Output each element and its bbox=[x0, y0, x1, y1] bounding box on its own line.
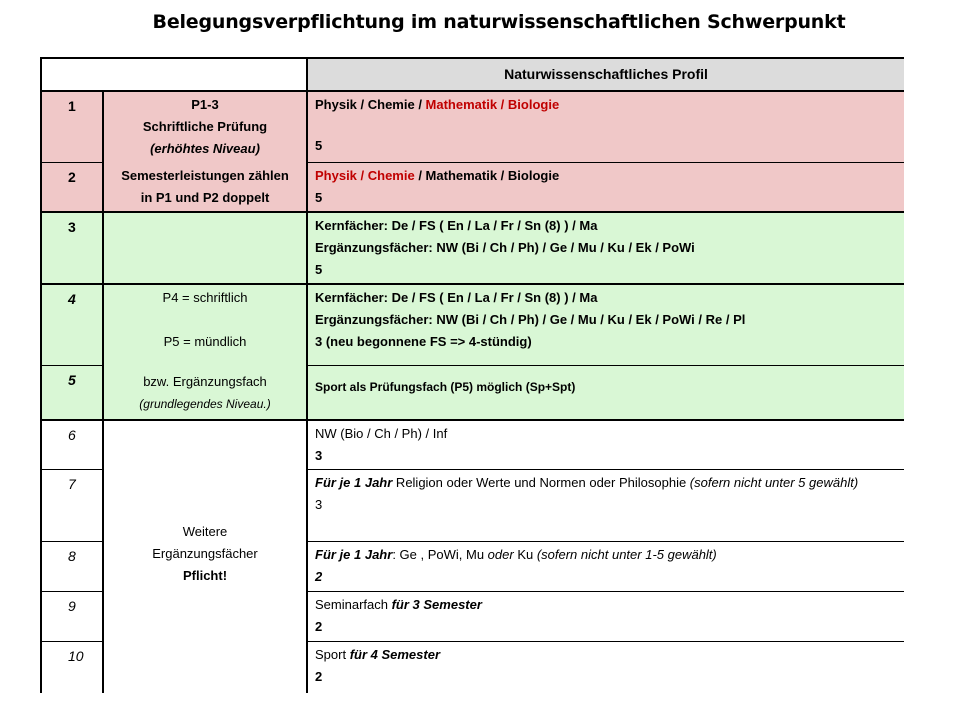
row8-hours: 2 bbox=[315, 569, 323, 584]
row610-desc-line3: Pflicht! bbox=[182, 568, 228, 583]
row-number-6: 6 bbox=[42, 421, 104, 470]
row8-note: (sofern nicht unter 1-5 gewählt) bbox=[536, 547, 717, 562]
page-title: Belegungsverpflichtung im naturwissenschaftlichen Schwerpunkt bbox=[152, 11, 846, 33]
row-number-4: 4 bbox=[42, 285, 104, 366]
header-empty-cell bbox=[42, 59, 308, 92]
row1-desc-line1: P1-3 bbox=[191, 97, 219, 112]
row2-description bbox=[104, 163, 308, 213]
row7-text bbox=[308, 470, 904, 542]
row6-subjects: NW (Bio / Ch / Ph) / Inf bbox=[315, 426, 448, 441]
row9-text bbox=[308, 592, 904, 642]
row9-hours: 2 bbox=[315, 619, 323, 634]
row-number-5: 5 bbox=[42, 366, 104, 421]
row610-desc-line1: Weitere bbox=[182, 524, 228, 539]
row1-subjects-b: Mathematik / Biologie bbox=[425, 97, 560, 112]
row-number-1: 1 bbox=[42, 92, 104, 163]
row3-hours: 5 bbox=[315, 262, 323, 277]
row10-subject: Sport bbox=[315, 647, 350, 662]
row-number-7: 7 bbox=[42, 470, 104, 542]
row-number-3: 3 bbox=[42, 213, 104, 285]
row4-hours: 3 (neu begonnene FS => 4-stündig) bbox=[315, 334, 532, 349]
row1-subjects-a: Physik / Chemie / bbox=[315, 97, 426, 112]
row7-hours: 3 bbox=[315, 497, 323, 512]
row2-hours: 5 bbox=[315, 190, 323, 205]
row4-line2: Ergänzungsfächer: NW (Bi / Ch / Ph) / Ge / Mu / Ku / Ek / PoWi / Re / Pl bbox=[315, 312, 746, 327]
rows6-10-description bbox=[104, 421, 308, 693]
row8-subjects-b: Ku bbox=[513, 547, 537, 562]
row1-hours: 5 bbox=[315, 138, 323, 153]
row8-or: oder bbox=[487, 547, 514, 562]
header-profile: Naturwissenschaftliches Profil bbox=[308, 59, 904, 92]
row10-hours: 2 bbox=[315, 669, 323, 684]
row3-subjects bbox=[308, 213, 904, 285]
row610-desc-line2: Ergänzungsfächer bbox=[152, 546, 258, 561]
rows4-5-description bbox=[104, 285, 308, 421]
row9-subject: Seminarfach bbox=[315, 597, 392, 612]
row1-subjects bbox=[308, 92, 904, 163]
row2-desc-line1: Semesterleistungen zählen bbox=[121, 168, 289, 183]
row3-line1: Kernfächer: De / FS ( En / La / Fr / Sn (8) ) / Ma bbox=[315, 218, 598, 233]
row2-desc-line2: in P1 und P2 doppelt bbox=[140, 190, 270, 205]
row3-description bbox=[104, 213, 308, 285]
row4-line1: Kernfächer: De / FS ( En / La / Fr / Sn (8) ) / Ma bbox=[315, 290, 598, 305]
row1-description bbox=[104, 92, 308, 163]
row1-desc-line2: Schriftliche Prüfung bbox=[142, 119, 268, 134]
requirements-table bbox=[40, 57, 904, 693]
row-number-9: 9 bbox=[42, 592, 104, 642]
row45-desc-line3: bzw. Ergänzungsfach bbox=[143, 374, 267, 389]
row10-duration: für 4 Semester bbox=[349, 647, 441, 662]
row5-text: Sport als Prüfungsfach (P5) möglich (Sp+Spt) bbox=[308, 366, 904, 421]
row45-desc-line4: (grundlegendes Niveau.) bbox=[139, 397, 271, 411]
row9-duration: für 3 Semester bbox=[391, 597, 482, 612]
row8-lead: Für je 1 Jahr bbox=[315, 547, 393, 562]
row2-subjects-a: Physik / Chemie bbox=[315, 168, 415, 183]
row-number-10: 10 bbox=[42, 642, 104, 693]
row2-subjects-b: / Mathematik / Biologie bbox=[414, 168, 560, 183]
row10-text bbox=[308, 642, 904, 693]
row6-text bbox=[308, 421, 904, 470]
row2-subjects bbox=[308, 163, 904, 213]
row8-text bbox=[308, 542, 904, 592]
row45-desc-line1: P4 = schriftlich bbox=[162, 290, 248, 305]
row7-subjects: Religion oder Werte und Normen oder Philosophie bbox=[392, 475, 690, 490]
row7-lead: Für je 1 Jahr bbox=[315, 475, 393, 490]
row4-subjects bbox=[308, 285, 904, 366]
row6-hours: 3 bbox=[315, 448, 323, 463]
row45-desc-line2: P5 = mündlich bbox=[163, 334, 247, 349]
row7-note: (sofern nicht unter 5 gewählt) bbox=[689, 475, 859, 490]
row3-line2: Ergänzungsfächer: NW (Bi / Ch / Ph) / Ge / Mu / Ku / Ek / PoWi bbox=[315, 240, 695, 255]
row1-desc-line3: (erhöhtes Niveau) bbox=[150, 141, 260, 156]
row-number-8: 8 bbox=[42, 542, 104, 592]
row-number-2: 2 bbox=[42, 163, 104, 213]
row8-subjects-a: : Ge , PoWi, Mu bbox=[392, 547, 488, 562]
